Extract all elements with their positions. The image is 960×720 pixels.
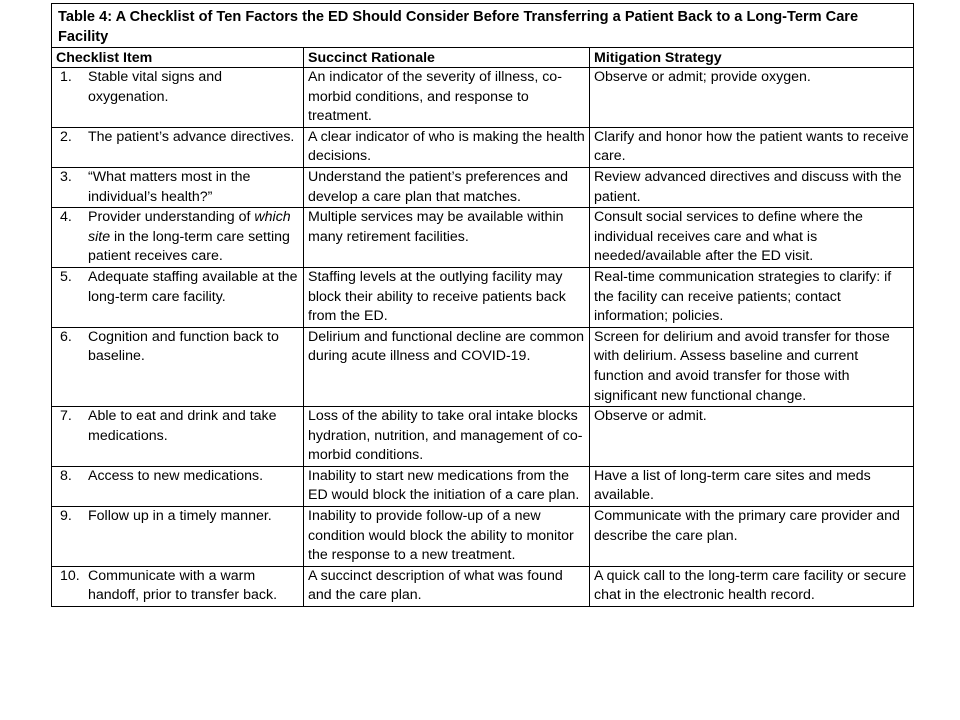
checklist-item-cell [52, 327, 304, 406]
checklist-item-cell [52, 208, 304, 268]
checklist-item-text: Able to eat and drink and take medications. [88, 408, 277, 444]
mitigation-cell: Review advanced directives and discuss with the patient. [590, 167, 914, 207]
table-row [52, 167, 914, 207]
checklist-item-cell [52, 68, 304, 128]
rationale-cell: Delirium and functional decline are common during acute illness and COVID-19. [304, 327, 590, 406]
checklist-table-container [51, 3, 913, 607]
item-number: 7. [60, 408, 72, 425]
checklist-item-cell [52, 127, 304, 167]
rationale-cell: Understand the patient’s preferences and develop a care plan that matches. [304, 167, 590, 207]
checklist-item-text: Provider understanding of [88, 209, 255, 226]
caption-row [52, 4, 914, 48]
checklist-item-emphasis: which site [88, 209, 291, 245]
table-row [52, 127, 914, 167]
table-row [52, 407, 914, 467]
checklist-item-text: Access to new medications. [88, 467, 264, 484]
rationale-cell: An indicator of the severity of illness, co-morbid conditions, and response to treatment. [304, 68, 590, 128]
checklist-item-text: Stable vital signs and oxygenation. [88, 69, 223, 105]
header-checklist-item: Checklist Item [52, 48, 304, 68]
mitigation-cell: Screen for delirium and avoid transfer for those with delirium. Assess baseline and current function and avoid transfer for those with significant new functional change. [590, 327, 914, 406]
mitigation-cell: A quick call to the long-term care facility or secure chat in the electronic health record. [590, 566, 914, 606]
mitigation-cell: Clarify and honor how the patient wants to receive care. [590, 127, 914, 167]
table-row [52, 466, 914, 506]
checklist-item-cell [52, 167, 304, 207]
checklist-item-text: Follow up in a timely manner. [88, 508, 272, 525]
checklist-item-text-continued: in the long-term care setting patient receives care. [88, 228, 290, 265]
mitigation-cell: Observe or admit; provide oxygen. [590, 68, 914, 128]
mitigation-cell: Consult social services to define where the individual receives care and what is needed/available after the ED visit. [590, 208, 914, 268]
item-number: 2. [60, 128, 72, 145]
mitigation-cell: Communicate with the primary care provider and describe the care plan. [590, 507, 914, 567]
checklist-item-cell [52, 407, 304, 467]
rationale-cell: Inability to provide follow-up of a new condition would block the ability to monitor the response to a new treatment. [304, 507, 590, 567]
item-number: 1. [60, 69, 72, 85]
item-number: 3. [60, 168, 72, 185]
rationale-cell: Staffing levels at the outlying facility may block their ability to receive patients back from the ED. [304, 267, 590, 327]
item-number: 9. [60, 508, 72, 525]
rationale-cell: A succinct description of what was found and the care plan. [304, 566, 590, 606]
table-row [52, 208, 914, 268]
table-row [52, 507, 914, 567]
table-row [52, 68, 914, 128]
table-row [52, 566, 914, 606]
checklist-table [51, 3, 914, 607]
checklist-item-text: Adequate staffing available at the long-term care facility. [88, 268, 298, 305]
header-row [52, 48, 914, 68]
rationale-cell: Inability to start new medications from the ED would block the initiation of a care plan. [304, 466, 590, 506]
rationale-cell: Multiple services may be available within many retirement facilities. [304, 208, 590, 268]
checklist-item-text: Cognition and function back to baseline. [88, 328, 279, 365]
table-row [52, 267, 914, 327]
checklist-item-cell [52, 566, 304, 606]
item-number: 4. [60, 209, 72, 226]
checklist-item-text: The patient’s advance directives. [88, 128, 295, 145]
mitigation-cell: Have a list of long-term care sites and meds available. [590, 466, 914, 506]
item-number: 6. [60, 328, 72, 345]
checklist-item-text: Communicate with a warm handoff, prior to transfer back. [88, 567, 278, 604]
table-caption: Table 4: A Checklist of Ten Factors the ED Should Consider Before Transferring a Patient Back to a Long-Term Care Facility [52, 4, 914, 48]
item-number: 8. [60, 467, 72, 484]
checklist-item-cell [52, 507, 304, 567]
table-row [52, 327, 914, 406]
checklist-item-cell [52, 466, 304, 506]
item-number: 10. [60, 567, 80, 584]
mitigation-cell: Observe or admit. [590, 407, 914, 467]
header-succinct-rationale: Succinct Rationale [304, 48, 590, 68]
rationale-cell: Loss of the ability to take oral intake blocks hydration, nutrition, and management of co-morbid conditions. [304, 407, 590, 467]
checklist-item-cell [52, 267, 304, 327]
mitigation-cell: Real-time communication strategies to clarify: if the facility can receive patients; contact information; policies. [590, 267, 914, 327]
rationale-cell: A clear indicator of who is making the health decisions. [304, 127, 590, 167]
checklist-item-text: “What matters most in the individual’s health?” [88, 168, 251, 205]
header-mitigation-strategy: Mitigation Strategy [590, 48, 914, 68]
item-number: 5. [60, 268, 72, 285]
